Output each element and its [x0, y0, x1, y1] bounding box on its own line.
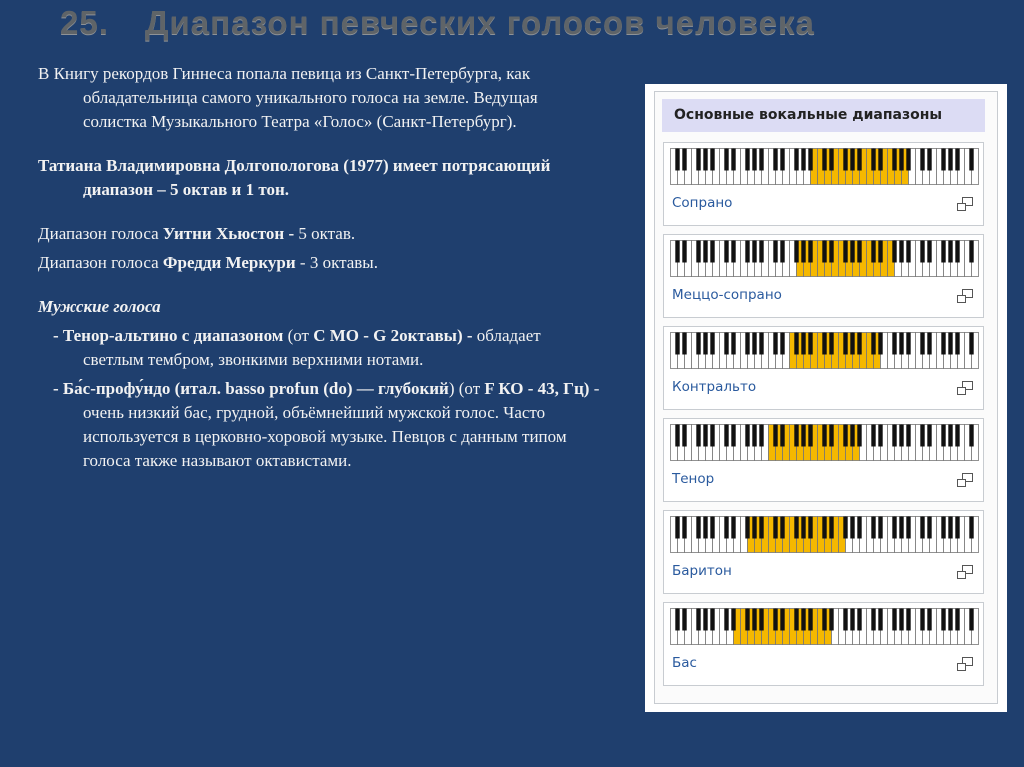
black-key — [752, 333, 756, 355]
black-key — [710, 609, 714, 631]
black-key — [941, 149, 945, 171]
black-key — [829, 609, 833, 631]
black-key — [752, 609, 756, 631]
black-key — [969, 149, 973, 171]
black-key — [927, 149, 931, 171]
black-key — [955, 517, 959, 539]
black-key — [941, 609, 945, 631]
freddie-suffix: - 3 октавы. — [295, 253, 378, 272]
enlarge-icon[interactable] — [957, 657, 973, 671]
black-key — [871, 425, 875, 447]
voice-range-2 — [663, 234, 984, 318]
black-key — [822, 517, 826, 539]
black-key — [682, 425, 686, 447]
black-key — [710, 241, 714, 263]
black-key — [850, 149, 854, 171]
black-key — [857, 425, 861, 447]
black-key — [948, 241, 952, 263]
black-key — [843, 149, 847, 171]
black-key — [871, 241, 875, 263]
black-key — [920, 425, 924, 447]
black-key — [871, 609, 875, 631]
black-key — [759, 241, 763, 263]
tenor-title: - Тенор-альтино с диапазоном — [53, 326, 284, 345]
whitney-prefix: Диапазон голоса — [38, 224, 163, 243]
black-key — [857, 241, 861, 263]
black-key — [759, 517, 763, 539]
voice-label[interactable]: Баритон — [672, 563, 732, 579]
black-key — [857, 609, 861, 631]
black-key — [696, 425, 700, 447]
black-key — [920, 517, 924, 539]
black-key — [941, 241, 945, 263]
black-key — [759, 609, 763, 631]
black-key — [794, 333, 798, 355]
black-key — [675, 333, 679, 355]
black-key — [675, 517, 679, 539]
black-key — [724, 333, 728, 355]
black-key — [773, 517, 777, 539]
black-key — [682, 609, 686, 631]
black-key — [675, 241, 679, 263]
black-key — [682, 517, 686, 539]
black-key — [703, 425, 707, 447]
black-key — [948, 517, 952, 539]
paragraph-dolgopologova: Татиана Владимировна Долгопологова (1977) имеет потрясающий диапазон – 5 октав и 1 тон. — [38, 156, 551, 199]
black-key — [857, 517, 861, 539]
black-key — [724, 149, 728, 171]
black-key — [808, 425, 812, 447]
black-key — [801, 241, 805, 263]
black-key — [871, 517, 875, 539]
body-text — [38, 62, 603, 473]
piano-keyboard — [670, 332, 979, 369]
black-key — [892, 517, 896, 539]
black-key — [808, 241, 812, 263]
black-key — [682, 241, 686, 263]
black-key — [892, 333, 896, 355]
black-key — [703, 241, 707, 263]
black-key — [731, 333, 735, 355]
black-key — [773, 149, 777, 171]
enlarge-icon[interactable] — [957, 381, 973, 395]
black-key — [899, 425, 903, 447]
enlarge-icon[interactable] — [957, 565, 973, 579]
black-key — [920, 609, 924, 631]
black-key — [752, 425, 756, 447]
paragraph-bass — [38, 377, 603, 473]
black-key — [724, 425, 728, 447]
slide-number: 25. — [60, 4, 109, 41]
black-key — [906, 333, 910, 355]
bass-mid: ) (от — [448, 379, 485, 398]
black-key — [857, 149, 861, 171]
black-key — [773, 609, 777, 631]
black-key — [941, 517, 945, 539]
infobox-frame — [654, 91, 998, 704]
paragraph-record: В Книгу рекордов Гиннеса попала певица из Санкт-Петербурга, как обладательница самого уникального голоса на земле. Ведущая солистка Музыкального Театра «Голос» (Санкт-Петербург). — [38, 64, 538, 131]
black-key — [955, 609, 959, 631]
freddie-name: Фредди Меркури — [162, 253, 296, 272]
black-key — [920, 241, 924, 263]
black-key — [969, 609, 973, 631]
black-key — [920, 333, 924, 355]
voice-label[interactable]: Контральто — [672, 379, 757, 395]
black-key — [829, 241, 833, 263]
black-key — [843, 609, 847, 631]
male-voices-heading: Мужские голоса — [38, 297, 161, 316]
black-key — [955, 425, 959, 447]
vocal-ranges-infobox — [645, 84, 1007, 712]
piano-keyboard — [670, 608, 979, 645]
black-key — [808, 149, 812, 171]
black-key — [745, 517, 749, 539]
black-key — [801, 425, 805, 447]
black-key — [675, 149, 679, 171]
black-key — [878, 609, 882, 631]
black-key — [710, 425, 714, 447]
black-key — [822, 149, 826, 171]
black-key — [682, 333, 686, 355]
tenor-range: С МО - G 2октавы) - — [313, 326, 473, 345]
black-key — [843, 241, 847, 263]
black-key — [822, 241, 826, 263]
enlarge-icon[interactable] — [957, 197, 973, 211]
black-key — [927, 425, 931, 447]
black-key — [752, 149, 756, 171]
voice-range-1 — [663, 142, 984, 226]
black-key — [703, 609, 707, 631]
black-key — [745, 333, 749, 355]
black-key — [899, 333, 903, 355]
black-key — [822, 333, 826, 355]
black-key — [703, 149, 707, 171]
black-key — [808, 333, 812, 355]
black-key — [927, 333, 931, 355]
black-key — [724, 241, 728, 263]
tenor-desc: обладает светлым тембром, звонкими верхними нотами. — [83, 326, 541, 369]
black-key — [850, 517, 854, 539]
black-key — [731, 149, 735, 171]
black-key — [899, 517, 903, 539]
black-key — [710, 333, 714, 355]
slide-title — [60, 4, 960, 42]
black-key — [955, 333, 959, 355]
black-key — [710, 149, 714, 171]
black-key — [843, 425, 847, 447]
black-key — [724, 517, 728, 539]
black-key — [941, 425, 945, 447]
black-key — [773, 425, 777, 447]
black-key — [906, 425, 910, 447]
black-key — [773, 241, 777, 263]
black-key — [759, 425, 763, 447]
black-key — [969, 425, 973, 447]
black-key — [780, 517, 784, 539]
black-key — [808, 609, 812, 631]
black-key — [801, 517, 805, 539]
black-key — [969, 333, 973, 355]
black-key — [731, 517, 735, 539]
black-key — [892, 609, 896, 631]
black-key — [731, 241, 735, 263]
black-key — [969, 517, 973, 539]
black-key — [731, 609, 735, 631]
black-key — [892, 425, 896, 447]
black-key — [829, 425, 833, 447]
piano-keyboard — [670, 516, 979, 553]
black-key — [892, 149, 896, 171]
black-key — [969, 241, 973, 263]
black-key — [829, 333, 833, 355]
black-key — [759, 333, 763, 355]
black-key — [906, 609, 910, 631]
black-key — [857, 333, 861, 355]
black-key — [822, 609, 826, 631]
enlarge-icon[interactable] — [957, 289, 973, 303]
black-key — [906, 241, 910, 263]
freddie-prefix: Диапазон голоса — [38, 253, 163, 272]
black-key — [948, 425, 952, 447]
voice-label[interactable]: Тенор — [672, 471, 715, 487]
paragraph-tenor — [38, 324, 603, 372]
black-key — [794, 609, 798, 631]
paragraph-freddie — [38, 251, 603, 275]
black-key — [878, 149, 882, 171]
whitney-suffix: 5 октав. — [294, 224, 356, 243]
black-key — [794, 425, 798, 447]
black-key — [871, 333, 875, 355]
black-key — [780, 149, 784, 171]
tenor-mid: (от — [283, 326, 314, 345]
infobox-header: Основные вокальные диапазоны — [662, 99, 985, 132]
black-key — [892, 241, 896, 263]
black-key — [871, 149, 875, 171]
black-key — [752, 517, 756, 539]
black-key — [801, 149, 805, 171]
black-key — [850, 333, 854, 355]
bass-title: - Ба́с-профу́ндо (итал. basso profun (do) — глубокий — [53, 379, 449, 398]
whitney-name: Уитни Хьюстон - — [162, 224, 295, 243]
black-key — [843, 333, 847, 355]
black-key — [955, 149, 959, 171]
black-key — [899, 241, 903, 263]
black-key — [927, 517, 931, 539]
black-key — [710, 517, 714, 539]
black-key — [850, 609, 854, 631]
black-key — [850, 425, 854, 447]
voice-range-5 — [663, 510, 984, 594]
black-key — [780, 333, 784, 355]
black-key — [703, 517, 707, 539]
black-key — [955, 241, 959, 263]
black-key — [794, 149, 798, 171]
black-key — [801, 609, 805, 631]
black-key — [780, 609, 784, 631]
black-key — [696, 333, 700, 355]
black-key — [773, 333, 777, 355]
black-key — [906, 149, 910, 171]
black-key — [948, 149, 952, 171]
black-key — [731, 425, 735, 447]
piano-keyboard — [670, 240, 979, 277]
black-key — [675, 609, 679, 631]
black-key — [696, 609, 700, 631]
paragraph-whitney — [38, 222, 603, 246]
black-key — [878, 517, 882, 539]
voice-label[interactable]: Бас — [672, 655, 697, 671]
black-key — [829, 149, 833, 171]
black-key — [724, 609, 728, 631]
black-key — [906, 517, 910, 539]
bass-range: F КО - 43, Гц) — [484, 379, 590, 398]
black-key — [794, 517, 798, 539]
black-key — [899, 149, 903, 171]
enlarge-icon[interactable] — [957, 473, 973, 487]
black-key — [899, 609, 903, 631]
black-key — [759, 149, 763, 171]
voice-range-3 — [663, 326, 984, 410]
black-key — [829, 517, 833, 539]
black-key — [822, 425, 826, 447]
black-key — [745, 609, 749, 631]
black-key — [794, 241, 798, 263]
black-key — [948, 609, 952, 631]
black-key — [696, 241, 700, 263]
black-key — [752, 241, 756, 263]
black-key — [682, 149, 686, 171]
black-key — [878, 425, 882, 447]
black-key — [801, 333, 805, 355]
black-key — [941, 333, 945, 355]
black-key — [696, 517, 700, 539]
black-key — [780, 425, 784, 447]
voice-label[interactable]: Сопрано — [672, 195, 733, 211]
voice-range-6 — [663, 602, 984, 686]
black-key — [675, 425, 679, 447]
voice-label[interactable]: Меццо-сопрано — [672, 287, 782, 303]
voice-range-4 — [663, 418, 984, 502]
piano-keyboard — [670, 424, 979, 461]
slide-title-text: Диапазон певческих голосов человека — [145, 4, 815, 41]
bass-desc: - очень низкий бас, грудной, объёмнейший мужской голос. Часто используется в церковно-хоровой музыке. Певцов с данным типом голоса также называют октавистами. — [83, 379, 600, 470]
black-key — [843, 517, 847, 539]
black-key — [878, 333, 882, 355]
black-key — [745, 241, 749, 263]
black-key — [948, 333, 952, 355]
black-key — [850, 241, 854, 263]
black-key — [745, 149, 749, 171]
black-key — [808, 517, 812, 539]
black-key — [920, 149, 924, 171]
black-key — [927, 241, 931, 263]
black-key — [745, 425, 749, 447]
black-key — [696, 149, 700, 171]
black-key — [703, 333, 707, 355]
black-key — [878, 241, 882, 263]
piano-keyboard — [670, 148, 979, 185]
black-key — [927, 609, 931, 631]
black-key — [780, 241, 784, 263]
